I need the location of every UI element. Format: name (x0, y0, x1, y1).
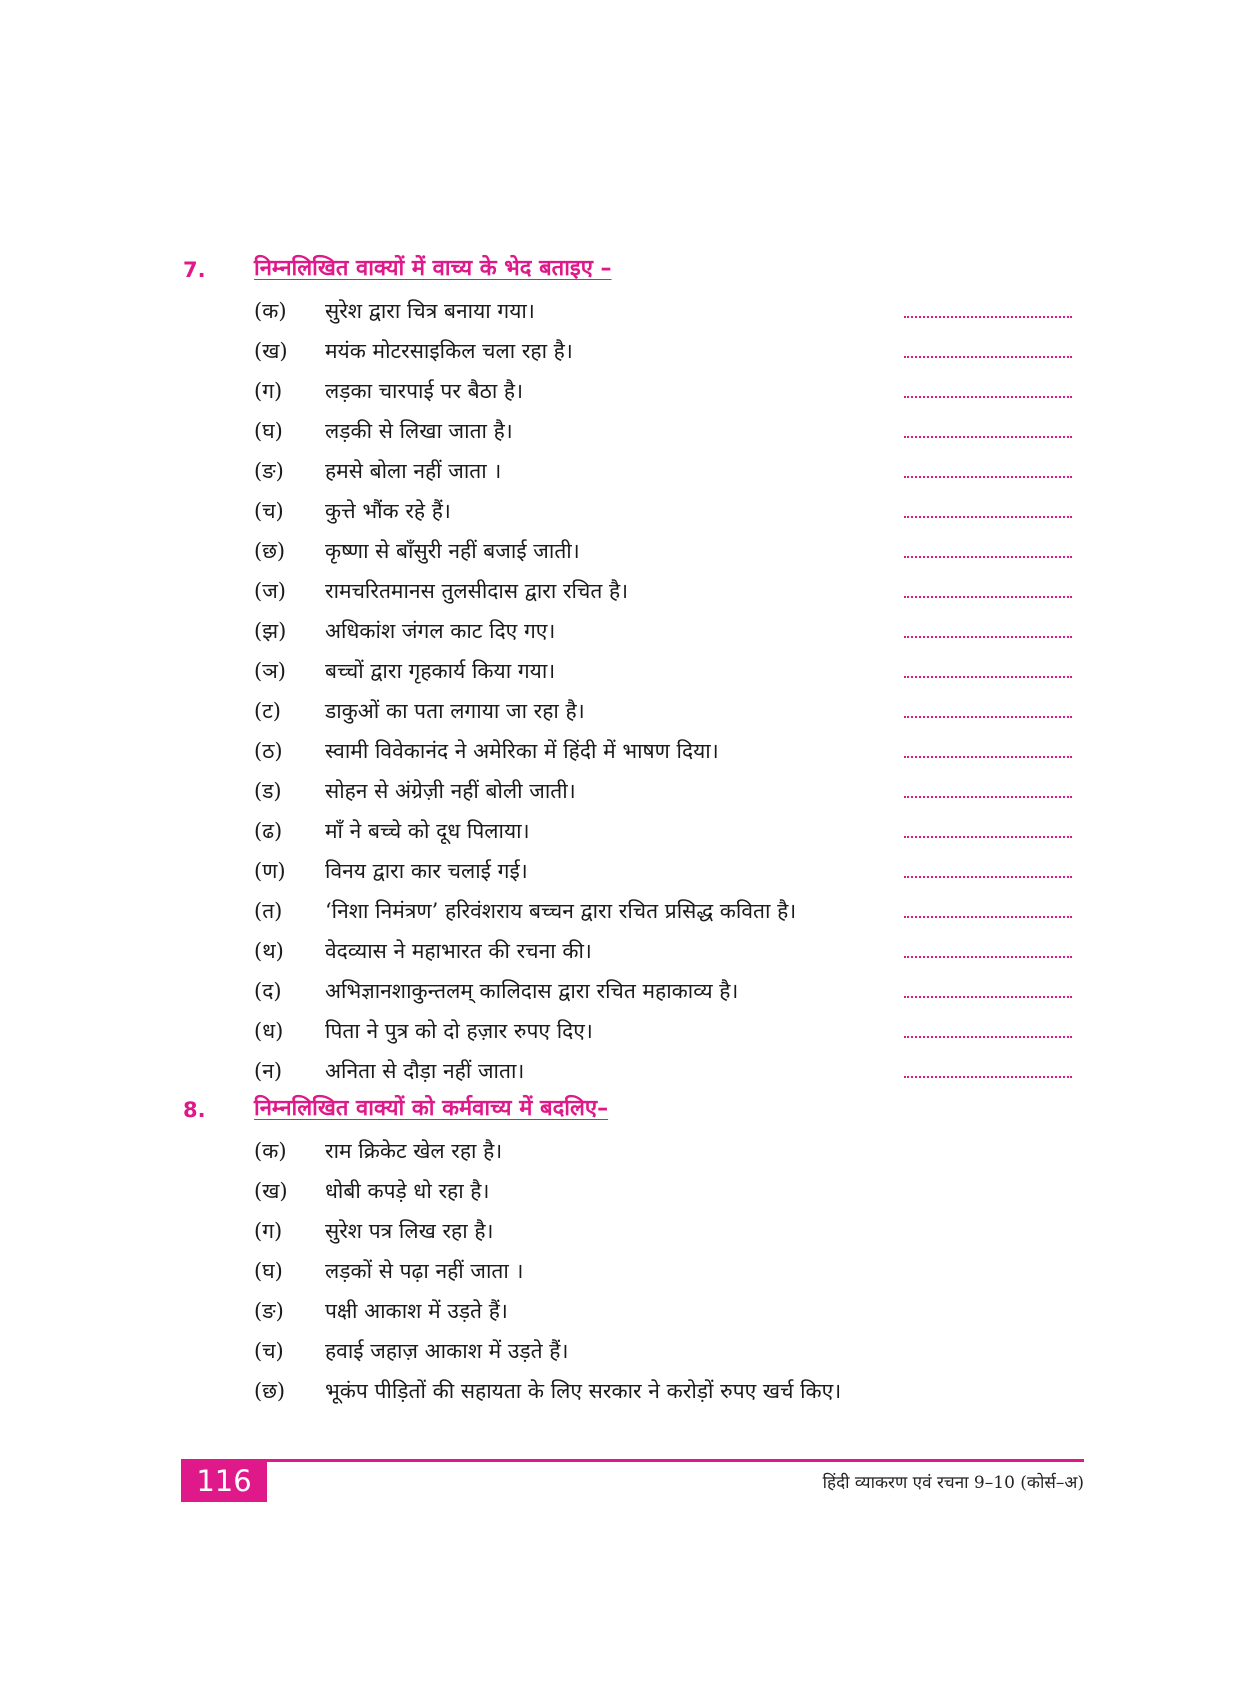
item-marker: (ज) (254, 579, 286, 603)
exercise-item (0, 530, 1260, 570)
question-7 (0, 250, 1260, 1090)
item-sentence: सोहन से अंग्रेज़ी नहीं बोली जाती। (325, 779, 576, 803)
item-marker: (ग) (254, 1219, 283, 1243)
item-sentence: कुत्ते भौंक रहे हैं। (325, 499, 451, 523)
item-sentence: पिता ने पुत्र को दो हज़ार रुपए दिए। (325, 1019, 593, 1043)
exercise-item (0, 690, 1260, 730)
exercise-item (0, 1130, 1260, 1170)
answer-blank (904, 414, 1072, 438)
exercise-item (0, 810, 1260, 850)
item-sentence: वेदव्यास ने महाभारत की रचना की। (325, 939, 592, 963)
exercise-item (0, 1050, 1260, 1090)
answer-blank (904, 894, 1072, 918)
answer-blank (904, 1054, 1072, 1078)
exercise-item (0, 1010, 1260, 1050)
item-sentence: सुरेश पत्र लिख रहा है। (325, 1219, 494, 1243)
answer-blank (904, 334, 1072, 358)
item-sentence: सुरेश द्वारा चित्र बनाया गया। (325, 299, 535, 323)
item-sentence: मयंक मोटरसाइकिल चला रहा है। (325, 339, 573, 363)
item-sentence: बच्चों द्वारा गृहकार्य किया गया। (325, 659, 556, 683)
item-sentence: अनिता से दौड़ा नहीं जाता। (325, 1059, 525, 1083)
exercise-item (0, 1250, 1260, 1290)
item-marker: (ङ) (254, 1299, 284, 1323)
answer-blank (904, 814, 1072, 838)
question-title: निम्नलिखित वाक्यों को कर्मवाच्य में बदलिए– (254, 1096, 609, 1121)
item-marker: (ख) (254, 1179, 288, 1203)
exercise-item (0, 1370, 1260, 1410)
answer-blank (904, 774, 1072, 798)
item-sentence: डाकुओं का पता लगाया जा रहा है। (325, 699, 585, 723)
item-marker: (त) (254, 899, 283, 923)
item-sentence: अधिकांश जंगल काट दिए गए। (325, 619, 556, 643)
item-sentence: माँ ने बच्चे को दूध पिलाया। (325, 819, 530, 843)
item-sentence: भूकंप पीड़ितों की सहायता के लिए सरकार ने करोड़ों रुपए खर्च किए। (325, 1379, 842, 1403)
item-marker: (ध) (254, 1019, 284, 1043)
item-marker: (च) (254, 499, 284, 523)
exercise-item (0, 890, 1260, 930)
item-sentence: पक्षी आकाश में उड़ते हैं। (325, 1299, 508, 1323)
item-marker: (ङ) (254, 459, 284, 483)
exercise-item (0, 450, 1260, 490)
exercise-item (0, 570, 1260, 610)
answer-blank (904, 1014, 1072, 1038)
exercise-item (0, 330, 1260, 370)
exercise-item (0, 1330, 1260, 1370)
page-number-badge (181, 1459, 267, 1502)
exercise-item (0, 850, 1260, 890)
item-marker: (ख) (254, 339, 288, 363)
item-marker: (थ) (254, 939, 284, 963)
item-marker: (ण) (254, 859, 286, 883)
exercise-item (0, 290, 1260, 330)
item-sentence: राम क्रिकेट खेल रहा है। (325, 1139, 503, 1163)
item-marker: (घ) (254, 419, 283, 443)
item-marker: (ढ) (254, 819, 283, 843)
item-marker: (छ) (254, 1379, 286, 1403)
answer-blank (904, 374, 1072, 398)
exercise-item (0, 970, 1260, 1010)
exercise-item (0, 730, 1260, 770)
item-marker: (ड) (254, 779, 282, 803)
question-8 (0, 1090, 1260, 1410)
item-marker: (न) (254, 1059, 283, 1083)
exercise-item (0, 1210, 1260, 1250)
exercise-item (0, 1170, 1260, 1210)
exercise-item (0, 370, 1260, 410)
answer-blank (904, 974, 1072, 998)
item-sentence: ‘निशा निमंत्रण’ हरिवंशराय बच्चन द्वारा रचित प्रसिद्ध कविता है। (325, 899, 797, 923)
item-marker: (ञ) (254, 659, 286, 683)
footer-rule (181, 1459, 1084, 1462)
item-marker: (ट) (254, 699, 281, 723)
answer-blank (904, 494, 1072, 518)
question-header (0, 1090, 1260, 1130)
item-marker: (घ) (254, 1259, 283, 1283)
item-sentence: अभिज्ञानशाकुन्तलम् कालिदास द्वारा रचित महाकाव्य है। (325, 979, 739, 1003)
item-marker: (क) (254, 1139, 287, 1163)
exercise-item (0, 490, 1260, 530)
exercise-item (0, 650, 1260, 690)
answer-blank (904, 294, 1072, 318)
answer-blank (904, 654, 1072, 678)
item-marker: (ग) (254, 379, 283, 403)
item-sentence: लड़कों से पढ़ा नहीं जाता । (325, 1259, 524, 1283)
answer-blank (904, 734, 1072, 758)
answer-blank (904, 934, 1072, 958)
item-sentence: स्वामी विवेकानंद ने अमेरिका में हिंदी में भाषण दिया। (325, 739, 719, 763)
item-sentence: विनय द्वारा कार चलाई गई। (325, 859, 528, 883)
item-marker: (द) (254, 979, 282, 1003)
question-title: निम्नलिखित वाक्यों में वाच्य के भेद बताइए – (254, 256, 612, 281)
answer-blank (904, 454, 1072, 478)
item-marker: (ठ) (254, 739, 283, 763)
item-marker: (छ) (254, 539, 286, 563)
question-number: 7. (183, 258, 206, 282)
answer-blank (904, 534, 1072, 558)
exercise-item (0, 1290, 1260, 1330)
item-sentence: लड़का चारपाई पर बैठा है। (325, 379, 524, 403)
item-sentence: हवाई जहाज़ आकाश में उड़ते हैं। (325, 1339, 569, 1363)
item-marker: (क) (254, 299, 287, 323)
item-marker: (झ) (254, 619, 287, 643)
exercise-item (0, 770, 1260, 810)
answer-blank (904, 614, 1072, 638)
item-sentence: धोबी कपड़े धो रहा है। (325, 1179, 490, 1203)
item-sentence: लड़की से लिखा जाता है। (325, 419, 513, 443)
item-sentence: रामचरितमानस तुलसीदास द्वारा रचित है। (325, 579, 629, 603)
answer-blank (904, 694, 1072, 718)
item-sentence: कृष्णा से बाँसुरी नहीं बजाई जाती। (325, 539, 580, 563)
question-header (0, 250, 1260, 290)
item-sentence: हमसे बोला नहीं जाता । (325, 459, 502, 483)
answer-blank (904, 574, 1072, 598)
exercise-item (0, 610, 1260, 650)
exercise-item (0, 410, 1260, 450)
exercise-item (0, 930, 1260, 970)
answer-blank (904, 854, 1072, 878)
item-marker: (च) (254, 1339, 284, 1363)
question-number: 8. (183, 1098, 206, 1122)
book-title: हिंदी व्याकरण एवं रचना 9–10 (कोर्स–अ) (822, 1473, 1084, 1493)
page-number: 116 (196, 1463, 252, 1498)
